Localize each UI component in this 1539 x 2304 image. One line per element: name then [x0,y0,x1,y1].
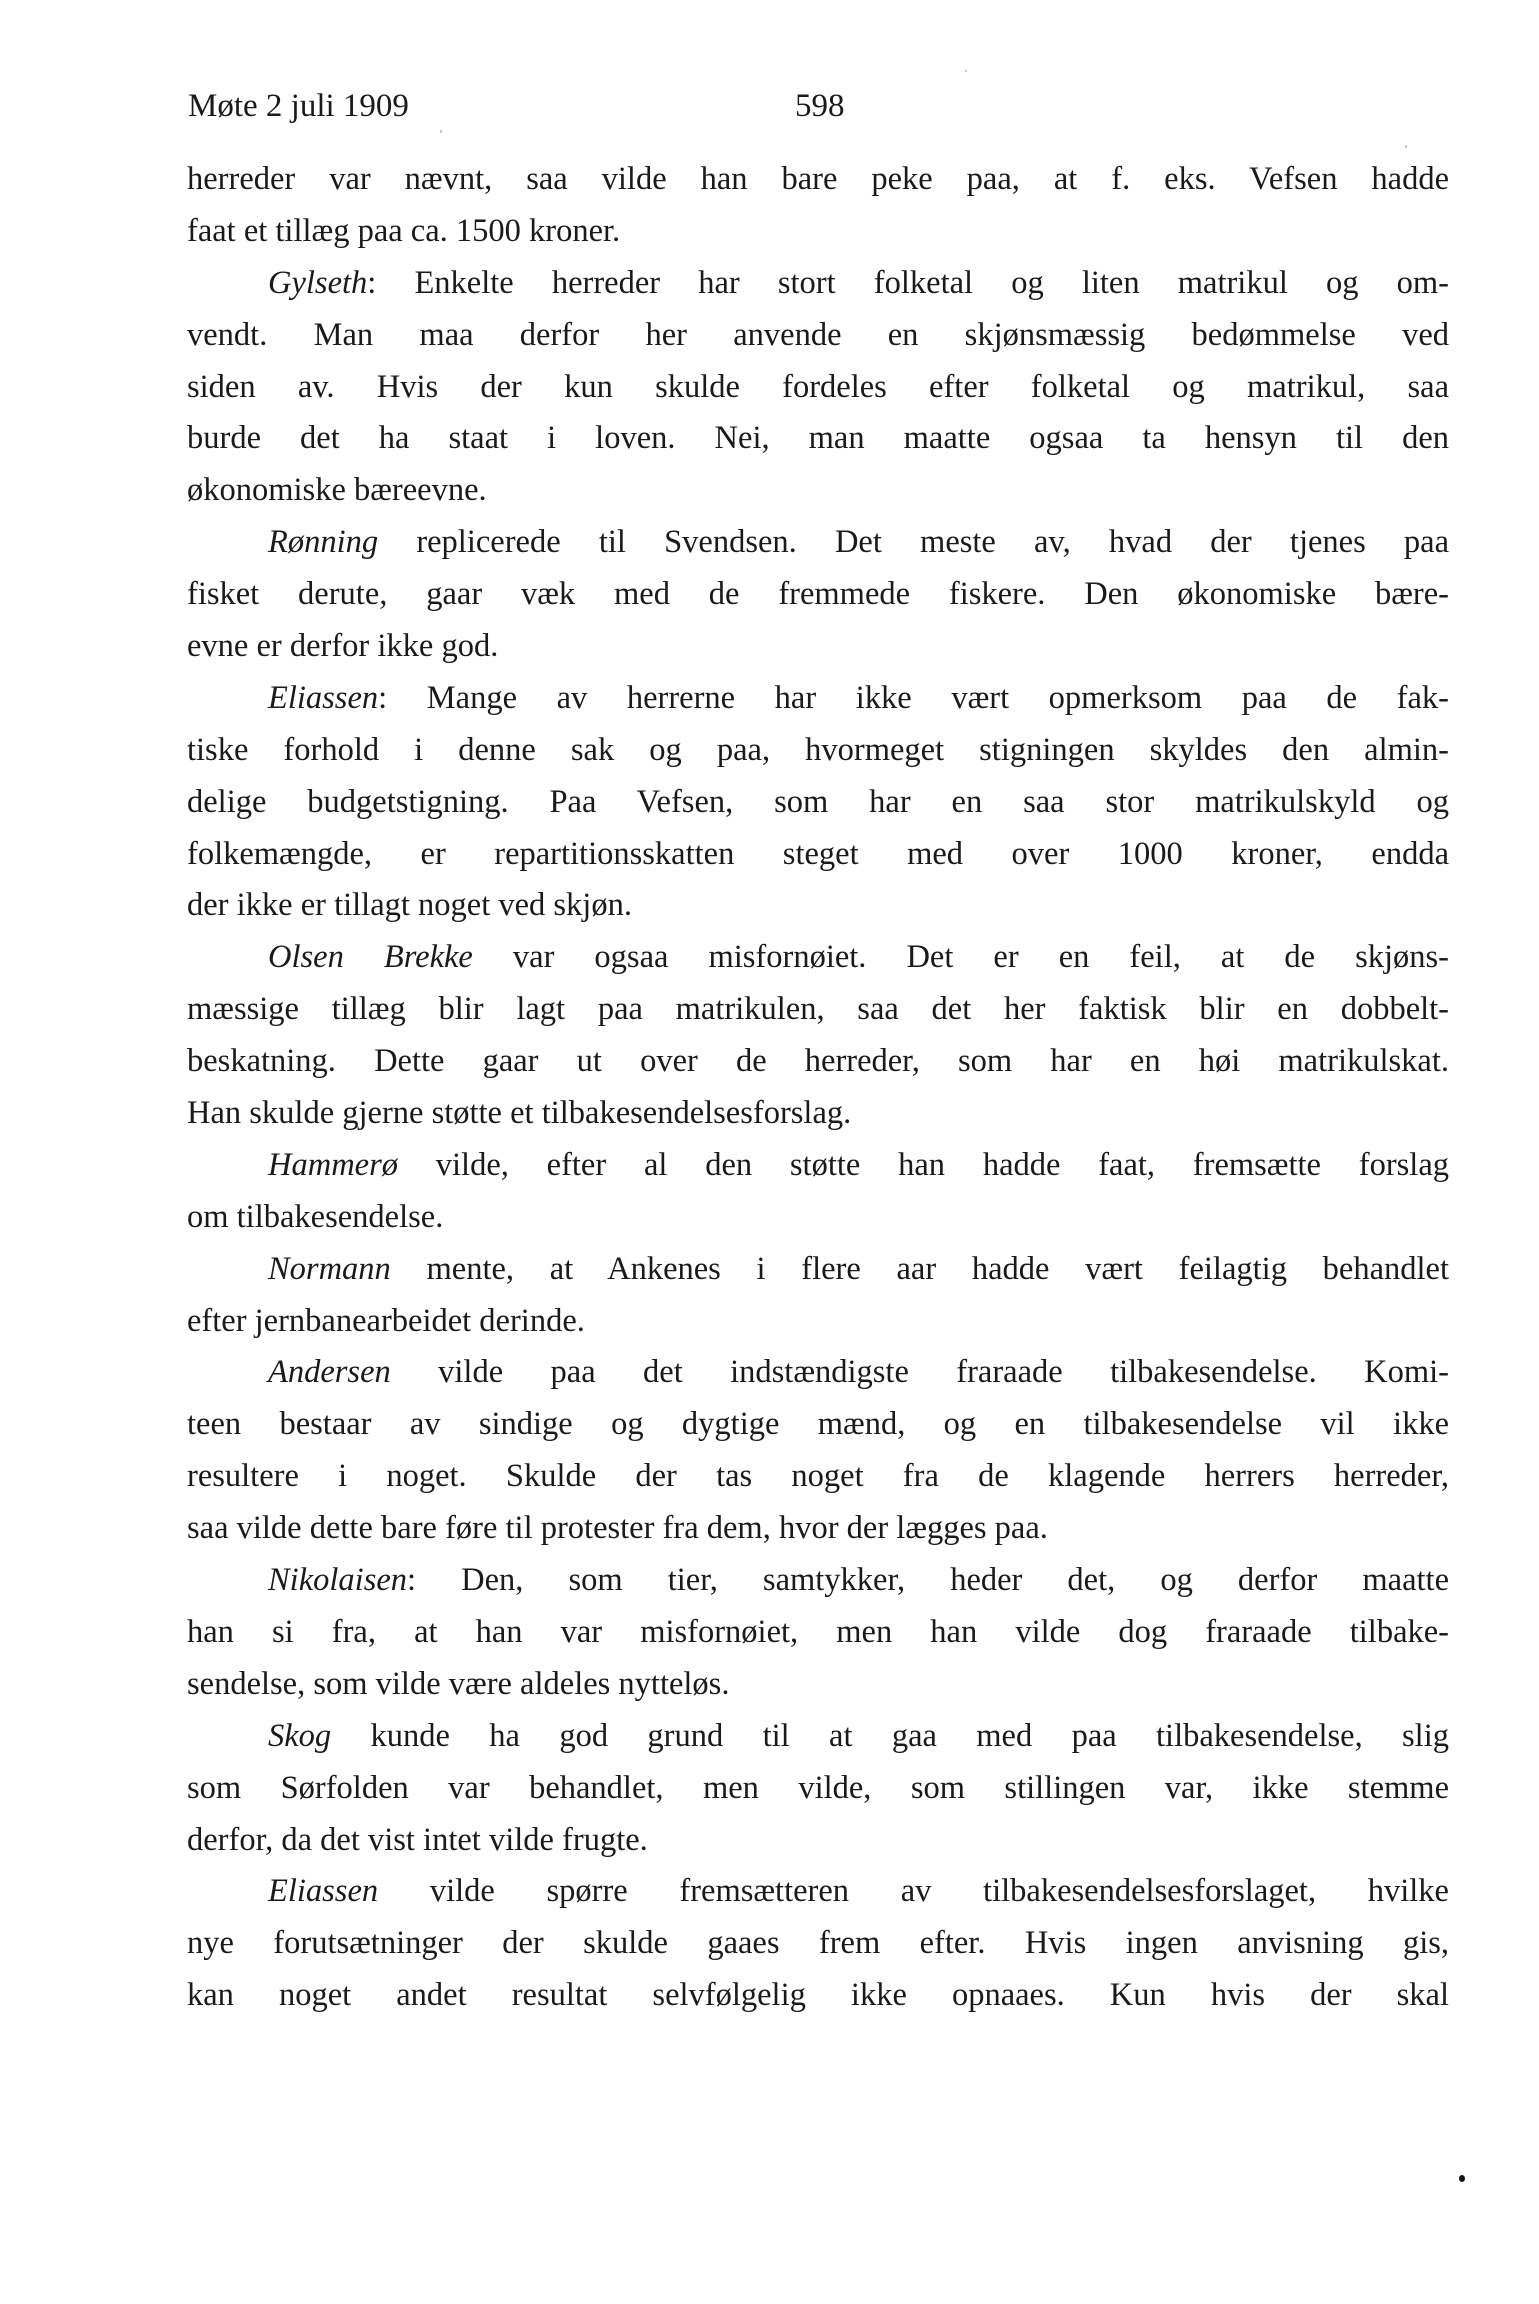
text-line: resultere i noget. Skulde der tas noget fra de klagende herrers herreder, [187,1458,1449,1495]
paragraph-start: Eliassen: Mange av herrerne har ikke vært opmerksom paa de fak- [268,679,1449,716]
text-line: der ikke er tillagt noget ved skjøn. [187,887,632,924]
text-line: saa vilde dette bare føre til protester fra dem, hvor der lægges paa. [187,1510,1048,1547]
text-line: delige budgetstigning. Paa Vefsen, som har en saa stor matrikulskyld og [187,783,1449,820]
speaker-name: Nikolaisen [268,1562,408,1599]
running-title: Møte 2 juli 1909 [188,88,409,124]
text-line: beskatning. Dette gaar ut over de herreder, som har en høi matrikulskat. [187,1043,1449,1080]
text-line: om tilbakesendelse. [187,1198,444,1235]
ink-speck [965,70,967,72]
speaker-name: Hammerø [268,1146,398,1183]
text-line: han si fra, at han var misfornøiet, men han vilde dog fraraade tilbake- [187,1613,1449,1650]
text-line: nye forutsætninger der skulde gaaes frem efter. Hvis ingen anvisning gis, [187,1925,1449,1962]
paragraph-start: Eliassen vilde spørre fremsætteren av tilbakesendelsesforslaget, hvilke [268,1873,1449,1910]
text-line: siden av. Hvis der kun skulde fordeles efter folketal og matrikul, saa [187,368,1449,405]
speaker-name: Andersen [268,1354,391,1391]
ink-speck [440,130,442,133]
text-line: fisket derute, gaar væk med de fremmede fiskere. Den økonomiske bære- [187,576,1449,613]
text-line: vendt. Man maa derfor her anvende en skjønsmæssig bedømmelse ved [187,316,1449,353]
text-line: økonomiske bæreevne. [187,472,487,509]
text-line: burde det ha staat i loven. Nei, man maatte ogsaa ta hensyn til den [187,420,1449,457]
speaker-name: Eliassen [268,679,379,716]
paragraph-start: Hammerø vilde, efter al den støtte han hadde faat, fremsætte forslag [268,1146,1449,1183]
speaker-name: Rønning [268,524,379,561]
speaker-name: Olsen Brekke [268,939,473,976]
text-line: mæssige tillæg blir lagt paa matrikulen, saa det her faktisk blir en dobbelt- [187,991,1449,1028]
page-number: 598 [795,88,845,124]
text-line: faat et tillæg paa ca. 1500 kroner. [187,212,621,249]
text-line: herreder var nævnt, saa vilde han bare peke paa, at f. eks. Vefsen hadde [187,161,1449,197]
ink-speck [1405,145,1407,148]
ink-speck [1459,2175,1465,2182]
text-line: kan noget andet resultat selvfølgelig ikke opnaaes. Kun hvis der skal [187,1977,1449,2014]
text-line: evne er derfor ikke god. [187,628,499,665]
text-line: Han skulde gjerne støtte et tilbakesendelsesforslag. [187,1095,852,1132]
text-line: derfor, da det vist intet vilde frugte. [187,1821,648,1858]
speaker-name: Eliassen [268,1873,379,1910]
paragraph-start: Andersen vilde paa det indstændigste fraraade tilbakesendelse. Komi- [268,1354,1449,1391]
text-line: som Sørfolden var behandlet, men vilde, som stillingen var, ikke stemme [187,1769,1449,1806]
paragraph-start: Normann mente, at Ankenes i flere aar hadde vært feilagtig behandlet [268,1250,1449,1287]
paragraph-start: Gylseth: Enkelte herreder har stort folketal og liten matrikul og om- [268,264,1449,301]
text-line: sendelse, som vilde være aldeles nytteløs. [187,1665,730,1702]
paragraph-start: Skog kunde ha god grund til at gaa med paa tilbakesendelse, slig [268,1717,1449,1754]
paragraph-start: Rønning replicerede til Svendsen. Det meste av, hvad der tjenes paa [268,524,1449,561]
text-line: efter jernbanearbeidet derinde. [187,1302,585,1339]
text-line: folkemængde, er repartitionsskatten steget med over 1000 kroner, endda [187,835,1449,872]
body-text [187,154,1449,2022]
speaker-name: Normann [268,1250,391,1287]
paragraph-start: Nikolaisen: Den, som tier, samtykker, heder det, og derfor maatte [268,1562,1449,1599]
text-line: teen bestaar av sindige og dygtige mænd, og en tilbakesendelse vil ikke [187,1406,1449,1443]
speaker-name: Skog [268,1717,332,1754]
speaker-name: Gylseth [268,264,368,301]
paragraph-start: Olsen Brekke var ogsaa misfornøiet. Det er en feil, at de skjøns- [268,939,1449,976]
text-line: tiske forhold i denne sak og paa, hvormeget stigningen skyldes den almin- [187,731,1449,768]
